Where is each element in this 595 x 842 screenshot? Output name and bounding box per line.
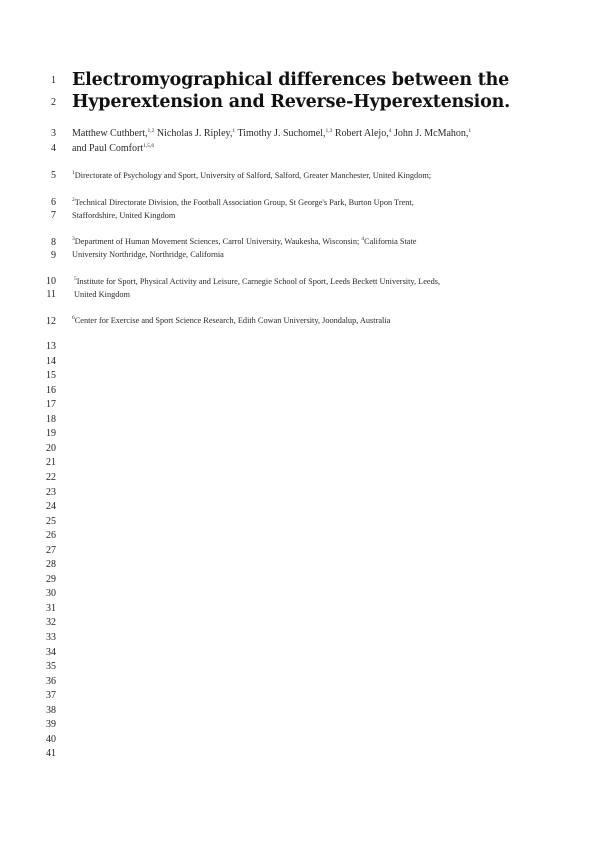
line-number: 6: [51, 197, 56, 208]
line-number: 27: [46, 544, 56, 556]
line-number: 8: [51, 237, 56, 248]
line-number: 11: [46, 289, 56, 300]
line-number: 30: [46, 588, 56, 600]
affiliation-1: [72, 171, 431, 180]
affiliation-6-number: 6: [72, 315, 75, 321]
line-number: 5: [51, 170, 56, 181]
line-number: 32: [46, 617, 56, 629]
line-number: 15: [46, 370, 56, 382]
affiliation-2-text: Technical Directorate Division, the Football Association Group, St George's Park, Burton Upon Trent,: [74, 198, 414, 207]
line-number: 25: [46, 515, 56, 527]
line-number: 40: [46, 733, 56, 745]
author-name: Matthew Cuthbert,: [72, 128, 148, 139]
author-name: Timothy J. Suchomel,: [235, 128, 326, 139]
affiliation-2-number: 2: [72, 197, 75, 203]
affiliation-3-line-1: [72, 237, 416, 246]
affiliation-5-line-1: [74, 277, 440, 286]
line-number: 16: [46, 384, 56, 396]
affiliation-5-text: Institute for Sport, Physical Activity and Leisure, Carnegie School of Sport, Leeds Beckett University, Leeds,: [76, 277, 441, 286]
author-name: Nicholas J. Ripley,: [154, 128, 233, 139]
line-number: 39: [46, 719, 56, 731]
line-number: 37: [46, 690, 56, 702]
line-number: 41: [46, 748, 56, 760]
affiliation-4-number: 4: [361, 236, 365, 242]
line-number: 9: [51, 250, 56, 261]
line-number: 36: [46, 675, 56, 687]
affiliation-3-text: Department of Human Movement Sciences, Carrol University, Waukesha, Wisconsin;: [74, 237, 362, 246]
affiliation-4-text: California State: [364, 237, 417, 246]
line-number: 17: [46, 399, 56, 411]
line-number: 14: [46, 355, 56, 367]
affiliation-3-line-2: University Northridge, Northridge, California: [72, 250, 224, 259]
author-name: and Paul Comfort: [72, 143, 144, 154]
line-number: 18: [46, 413, 56, 425]
line-number: 33: [46, 632, 56, 643]
line-number: 28: [46, 559, 56, 571]
line-number: 10: [46, 276, 56, 287]
line-number: 26: [46, 530, 56, 542]
title-line-2: Hyperextension and Reverse-Hyperextension.: [72, 92, 511, 112]
author-name: John J. McMahon,: [391, 128, 469, 139]
author-affiliation-marker: 1: [468, 128, 472, 134]
line-number: 7: [51, 210, 56, 221]
line-number: 21: [46, 457, 56, 469]
line-number: 22: [46, 471, 56, 483]
line-number: 3: [51, 128, 56, 139]
line-number: 23: [46, 486, 56, 498]
line-number: 34: [46, 646, 56, 658]
authors-line-1: [72, 128, 471, 139]
affiliation-6-text: Center for Exercise and Sport Science Research, Edith Cowan University, Joondalup, Australia: [74, 316, 391, 325]
author-name: Robert Alejo,: [332, 128, 389, 139]
line-number: 1: [51, 75, 56, 86]
line-number: 2: [51, 97, 56, 108]
line-number: 24: [46, 501, 56, 513]
affiliation-1-number: 1: [72, 170, 75, 176]
author-affiliation-marker: 1,3: [325, 128, 333, 134]
line-number: 12: [46, 316, 56, 327]
line-number: 35: [46, 661, 56, 673]
line-number: 31: [46, 602, 56, 614]
line-number: 29: [46, 573, 56, 585]
affiliation-5-number: 5: [74, 276, 77, 282]
line-number: 19: [46, 428, 56, 440]
line-number: 20: [46, 442, 56, 454]
author-affiliation-marker: 4: [388, 128, 392, 134]
line-number: 38: [46, 704, 56, 716]
author-affiliation-marker: 1,5,6: [143, 143, 155, 149]
affiliation-2-line-1: [72, 198, 414, 207]
author-affiliation-marker: 1: [232, 128, 236, 134]
author-affiliation-marker: 1,2: [147, 128, 155, 134]
title-line-1: Electromyographical differences between the: [72, 70, 510, 90]
affiliation-2-line-2: Staffordshire, United Kingdom: [72, 211, 176, 220]
line-number: 4: [51, 143, 56, 154]
affiliation-6: [72, 316, 390, 325]
authors-line-2: [72, 143, 154, 154]
affiliation-5-line-2: United Kingdom: [74, 290, 130, 299]
affiliation-3-number: 3: [72, 236, 75, 242]
affiliation-1-text: Directorate of Psychology and Sport, University of Salford, Salford, Greater Manchester, United Kingdom;: [74, 171, 432, 180]
line-number: 13: [46, 341, 56, 352]
